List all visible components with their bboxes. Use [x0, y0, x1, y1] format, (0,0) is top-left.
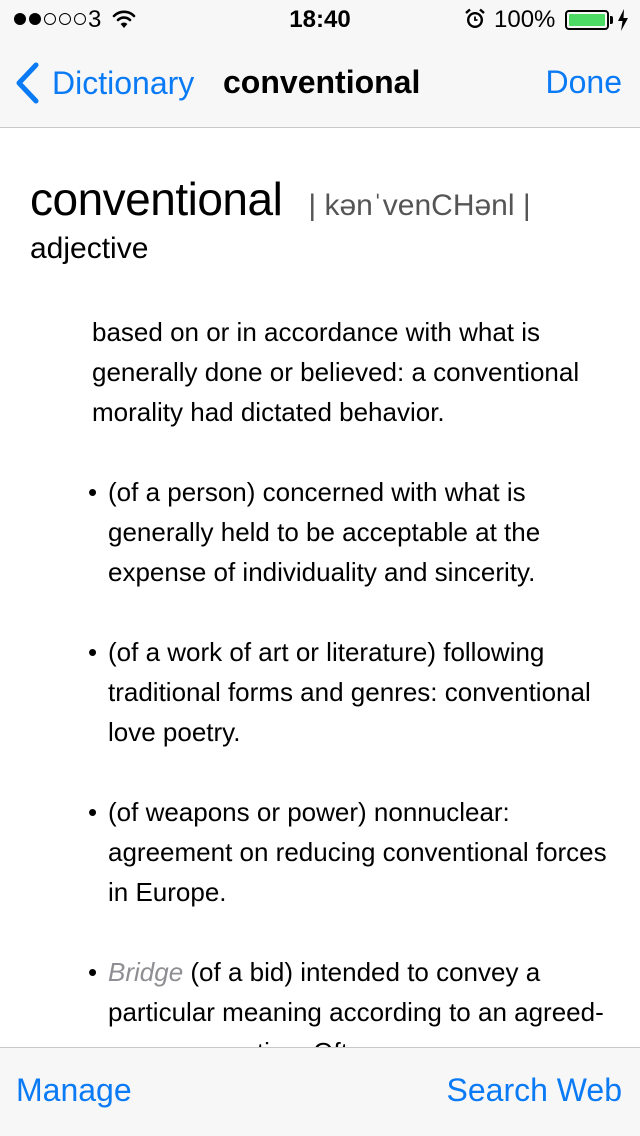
battery-icon: [565, 10, 609, 30]
bullet-icon: •: [88, 637, 98, 667]
done-button[interactable]: Done: [545, 64, 622, 100]
battery-terminal: [610, 16, 613, 24]
sense-text: (of weapons or power) nonnuclear: agreement on reducing conventional forces in Europe.: [108, 797, 607, 907]
chevron-left-icon: [14, 62, 40, 104]
primary-definition: based on or in accordance with what is generally done or believed: a conventional morality had dictated behavior.: [92, 317, 580, 427]
headword: conventional: [30, 173, 283, 225]
status-time: 18:40: [289, 6, 351, 33]
battery-level-fill: [569, 14, 605, 26]
bullet-icon: •: [88, 957, 98, 987]
sense-list: [88, 472, 618, 1112]
sense-item: [88, 472, 618, 592]
sense-text: (of a bid) intended to convey a particular meaning according to an agreed-: [108, 957, 604, 1027]
manage-button[interactable]: Manage: [16, 1072, 132, 1108]
sense-item: [88, 632, 618, 752]
carrier-label: 3: [88, 6, 102, 33]
lightning-bolt-icon: [617, 9, 629, 36]
alarm-clock-icon: [464, 8, 486, 35]
bullet-icon: •: [88, 797, 98, 827]
search-web-button[interactable]: Search Web: [446, 1072, 622, 1108]
pronunciation: | kənˈvenCHənl |: [308, 189, 531, 222]
sense-domain: Bridge: [108, 957, 184, 987]
sense-item: [88, 792, 618, 912]
bottom-toolbar: [0, 1047, 640, 1136]
headword-line: [30, 172, 531, 226]
navigation-bar: [0, 40, 640, 128]
back-button[interactable]: [14, 62, 194, 104]
sense-text: (of a work of art or literature) following traditional forms and genres: conventional love poetry.: [108, 637, 591, 747]
sense-text: (of a person) concerned with what is generally held to be acceptable at the expense of individuality and sincerity.: [108, 477, 541, 587]
status-bar: [0, 0, 640, 40]
nav-title: conventional: [223, 64, 421, 100]
definition-content[interactable]: [0, 128, 640, 1046]
bullet-icon: •: [88, 477, 98, 507]
back-button-label: Dictionary: [52, 64, 195, 101]
part-of-speech: adjective: [30, 232, 149, 265]
battery-percentage: 100%: [494, 6, 556, 33]
